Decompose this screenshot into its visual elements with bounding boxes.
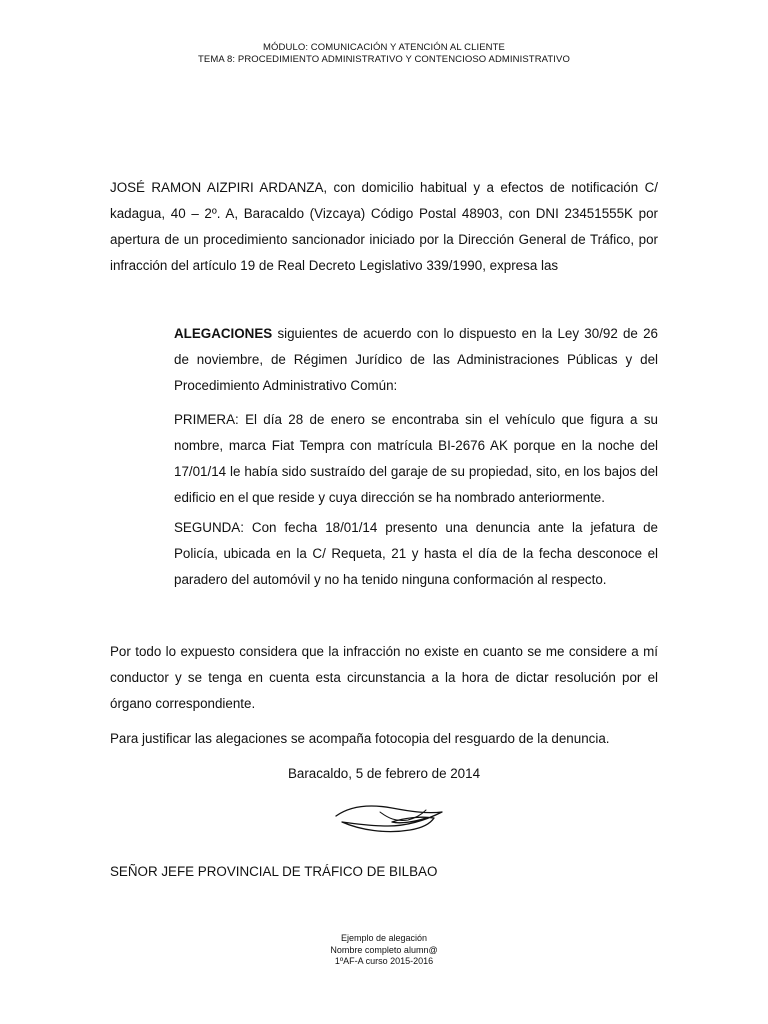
- intro-paragraph: [110, 175, 658, 279]
- alegaciones-paragraph: [174, 321, 658, 399]
- addressee: SEÑOR JEFE PROVINCIAL DE TRÁFICO DE BILBAO: [110, 864, 438, 879]
- conclusion-paragraph: [110, 639, 658, 717]
- footer-line-example: Ejemplo de alegación: [340, 933, 428, 943]
- intro-text: JOSÉ RAMON AIZPIRI ARDANZA, con domicilio habitual y a efectos de notificación C/ kadagua, 40 – 2º. A, Baracaldo (Vizcaya) Código Postal 48903, con DNI 23451555K por apertura de un procedimiento sancionador iniciado por la Dirección General de Tráfico, por infracción del artículo 19 de Real Decreto Legislativo 339/1990, expresa las: [110, 180, 658, 273]
- footer-line-course: 1ºAF-A curso 2015-2016: [334, 956, 434, 966]
- page-header: [0, 42, 768, 66]
- segunda-text: SEGUNDA: Con fecha 18/01/14 presento una denuncia ante la jefatura de Policía, ubicada en la C/ Requeta, 21 y hasta el día de la fecha desconoce el paradero del automóvil y no ha tenido ninguna conformación al respecto.: [174, 520, 658, 587]
- primera-text: PRIMERA: El día 28 de enero se encontraba sin el vehículo que figura a su nombre, marca Fiat Tempra con matrícula BI-2676 AK porque en la noche del 17/01/14 le había sido sustraído del garaje de su propiedad, sito, en los bajos del edificio en el que reside y cuya dirección se ha nombrado anteriormente.: [174, 412, 658, 505]
- signature-image: [330, 800, 450, 840]
- footer-line-student: Nombre completo alumn@: [330, 944, 438, 955]
- justificacion-text: Para justificar las alegaciones se acompaña fotocopia del resguardo de la denuncia.: [110, 731, 610, 746]
- segunda-paragraph: [174, 515, 658, 593]
- page-footer: [0, 933, 768, 968]
- alegaciones-text: siguientes de acuerdo con lo dispuesto en la Ley 30/92 de 26 de noviembre, de Régimen Jurídico de las Administraciones Públicas y del Procedimiento Administrativo Común:: [174, 326, 658, 393]
- place-date: Baracaldo, 5 de febrero de 2014: [287, 766, 481, 781]
- header-topic-line: TEMA 8: PROCEDIMIENTO ADMINISTRATIVO Y CONTENCIOSO ADMINISTRATIVO: [198, 54, 570, 65]
- justificacion-paragraph: [110, 726, 658, 752]
- primera-paragraph: [174, 407, 658, 511]
- alegaciones-heading: ALEGACIONES: [174, 326, 273, 341]
- header-module-line: MÓDULO: COMUNICACIÓN Y ATENCIÓN AL CLIENTE: [263, 42, 505, 53]
- conclusion-text: Por todo lo expuesto considera que la infracción no existe en cuanto se me considere a mí conductor y se tenga en cuenta esta circunstancia a la hora de dictar resolución por el órgano correspondiente.: [110, 644, 658, 711]
